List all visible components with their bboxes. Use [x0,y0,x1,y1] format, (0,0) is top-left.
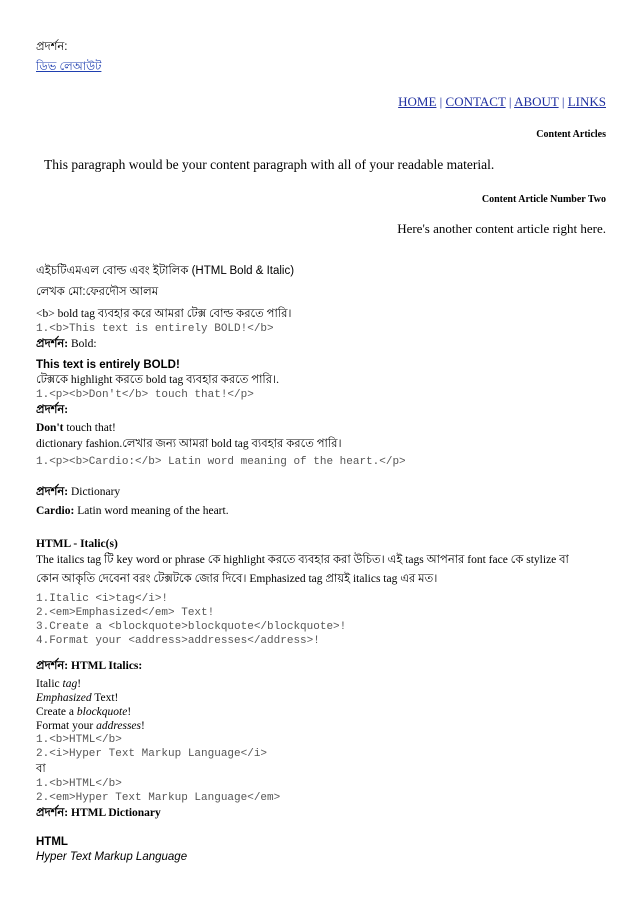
text: Create a [36,706,77,718]
code-dict-1: 1.<b>HTML</b> [36,734,122,746]
dictionary-line: dictionary fashion.লেখার জন্য আমরা bold tag ব্যবহার করতে পারি। [36,438,342,450]
italic-text: blockquote [76,706,128,718]
demo-bold-3 [36,485,120,499]
italic-text: Emphasized [36,692,92,704]
output-bold-3 [36,504,229,518]
demo-dictionary [36,806,161,820]
preview-paragraph-2: Here's another content article right here. [397,221,606,236]
demo-value: HTML Italics: [68,660,143,672]
preview-nav-contact[interactable]: CONTACT [445,94,506,109]
code-bold-2: 1.<p><b>Don't</b> touch that!</p> [36,389,254,401]
demo-bold-1 [36,337,97,351]
text: Text! [91,692,119,704]
nav-separator: | [508,94,512,109]
demo-value: HTML Dictionary [68,807,161,819]
output-bold-3-rest: Latin word meaning of the heart. [74,505,229,517]
bold-highlight-line: টেক্সকে highlight করতে bold tag ব্যবহার করতে পারি।. [36,374,280,386]
output-bold-3-strong: Cardio: [36,505,75,517]
italic-desc-1: The italics tag টি key word or phrase কে highlight করতে ব্যবহার করা উচিত। এই tags আপনার font face কে stylize বা [36,554,569,566]
demo-label: প্রদর্শন: [36,338,69,350]
demo-bold-2-label: প্রদর্শন: [36,404,69,416]
preview-nav-links[interactable]: LINKS [567,94,606,109]
italic-text: addresses [96,720,141,732]
text: Italic [36,678,63,690]
or-text: বা [36,763,46,775]
preview-nav-about[interactable]: ABOUT [514,94,559,109]
final-html-bold: HTML [36,836,68,848]
italic-output-4 [36,719,145,733]
output-bold-2-rest: touch that! [63,422,116,434]
nav-separator: | [561,94,565,109]
italic-section-title: HTML - Italic(s) [36,538,118,550]
demo-value: Dictionary [68,486,121,498]
code-italic-4: 4.Format your <address>addresses</address>! [36,635,320,647]
preview-heading-1: Content Articles [536,129,606,140]
preview-paragraph-1: This paragraph would be your content paragraph with all of your readable material. [44,157,495,172]
demo-value: Bold: [68,338,97,350]
demo-label: প্রদর্শন: [36,660,69,672]
text: ! [77,678,82,690]
demo-italic [36,659,142,673]
demo-label: প্রদর্শন: [36,807,69,819]
nav-separator: | [439,94,443,109]
final-html-italic: Hyper Text Markup Language [36,851,188,863]
italic-output-2 [36,691,118,705]
code-italic-3: 3.Create a <blockquote>blockquote</blockquote>! [36,621,347,633]
code-bold-3: 1.<p><b>Cardio:</b> Latin word meaning of the heart.</p> [36,456,406,468]
output-bold-2 [36,421,116,435]
output-bold-1: This text is entirely BOLD! [36,359,180,371]
bold-intro: <b> bold tag ব্যবহার করে আমরা টেক্স বোল্ড করতে পারি। [36,308,292,320]
text: ! [141,720,145,732]
output-bold-2-strong: Don't [36,422,64,434]
layout-preview-image [36,90,606,240]
bold-section-title: এইচটিএমএল বোল্ড এবং ইটালিক (HTML Bold & Italic) [36,265,295,277]
preview-nav-home[interactable]: HOME [398,94,437,109]
code-dict-3: 1.<b>HTML</b> [36,778,122,790]
code-bold-1: 1.<b>This text is entirely BOLD!</b> [36,323,274,335]
demo-label: প্রদর্শন: [36,486,69,498]
code-dict-2: 2.<i>Hyper Text Markup Language</i> [36,748,268,760]
preview-heading-2: Content Article Number Two [481,194,606,205]
author-line: লেখক মো:ফেরদৌস আলম [36,286,159,298]
demo-label-top: প্রদর্শন: [36,41,68,53]
text: ! [127,706,132,718]
preview-nav [398,95,606,109]
text: Format your [36,720,97,732]
div-layout-link[interactable]: ডিভ লেআউট [36,61,102,73]
code-dict-4: 2.<em>Hyper Text Markup Language</em> [36,792,281,804]
italic-output-3 [36,705,131,719]
code-italic-2: 2.<em>Emphasized</em> Text! [36,607,215,619]
italic-desc-2: কোন আকৃতি দেবেনা বরং টেক্সটকে জোর দিবে। Emphasized tag প্রায়ই italics tag এর মত। [36,573,438,585]
italic-output-1 [36,677,81,691]
code-italic-1: 1.Italic <i>tag</i>! [36,593,169,605]
italic-text: tag [62,678,78,690]
